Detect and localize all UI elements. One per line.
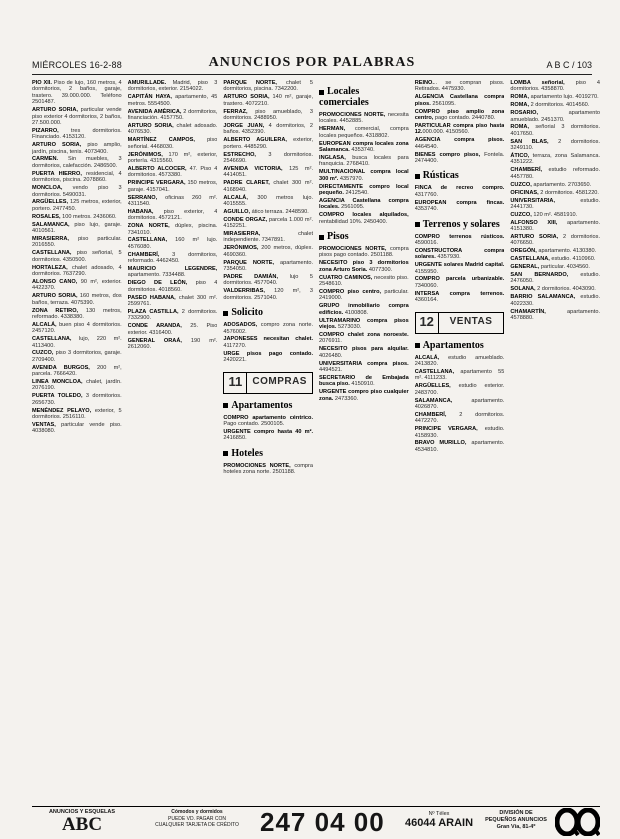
classified-ad: NECESITO piso 3 dormitorios zona Arturo Soria. 4077300. — [319, 260, 409, 273]
footer-middle-line1: Cómodos y dormidos — [171, 809, 223, 815]
classified-ad: INGLASA, busca locales para franquicia. 2768410. — [319, 154, 409, 168]
header-page-number: A B C / 103 — [546, 60, 592, 70]
classified-ad: ULTRAMARINO compra pisos viejos. 5273030. — [319, 317, 409, 330]
classified-ad: CUATRO CAMINOS, necesito piso. 2548610. — [319, 274, 409, 288]
classified-ad: JAPONESES necesitan chalet. 4117270. — [223, 336, 314, 349]
page-footer — [32, 806, 600, 837]
classified-ad: AVENIDA VICTORIA, 125 m². 4414051. — [223, 165, 313, 179]
classified-ad: ARGÜELLES, 125 metros, exterior, portero. 2477450. — [32, 199, 122, 212]
classified-ad: ALCALÁ, buen piso 4 dormitorios. 2457120. — [32, 321, 122, 335]
classified-ad: CHAMBERÍ, 3 dormitorios, reformado. 4462450. — [127, 251, 218, 265]
classified-ad: JERÓNIMOS, 170 m², exterior, portería. 4315560. — [127, 151, 218, 164]
column-1 — [32, 80, 122, 798]
classified-ad: JORGE JUAN, 4 dormitorios, 2 baños. 4352390. — [223, 122, 314, 136]
section-heading-text: Terrenos y solares — [422, 218, 500, 230]
classified-ad: ALCALÁ, estudio amueblado. 2413820. — [414, 354, 505, 367]
header-date: MIÉRCOLES 16-2-88 — [32, 60, 122, 70]
classified-ad: CASTELLANA, apartamento 55 m². 4111233. — [414, 368, 505, 382]
classified-ad: ROSARIO, apartamento amueblado. 2451370. — [510, 110, 601, 123]
classified-ad: PROMOCIONES NORTE, compra hoteles zona norte. 2501188. — [223, 462, 314, 476]
classified-ad: VALDERRIBAS, 120 m², 3 dormitorios. 2571040. — [223, 288, 314, 301]
footer-division-line1: DIVISIÓN DE — [499, 810, 533, 816]
classified-logo-icon — [555, 808, 600, 836]
classified-ad: ALBERTO AGUILERA, exterior, portero. 4485290. — [223, 137, 314, 150]
classified-ad: URGE pisos pago contado. 2420221. — [223, 350, 314, 364]
column-2 — [128, 80, 218, 798]
classified-ad: AMURILLADE. Madrid, piso 3 dormitorios, exterior. 2154022. — [127, 80, 218, 93]
classified-ad: PIZARRO, tres dormitorios. Financiado. 4153120. — [32, 127, 122, 141]
classified-ad: ARTURO SORIA, piso amplio, jardín, piscina, tenis. 4073400. — [32, 142, 122, 155]
classified-ad: COMPRO locales alquilados, rentabilidad 10%. 2450400. — [319, 212, 409, 225]
footer-middle-line2: PUEDE VD. PAGAR CON — [168, 815, 226, 822]
section-heading — [415, 340, 505, 351]
square-bullet-icon — [319, 235, 324, 240]
classified-ad: FERRAZ, piso amueblado, 3 dormitorios. 2488950. — [223, 108, 314, 122]
classified-ad: CARMEN. Sin muebles, 3 dormitorios, calefacción. 2486500. — [32, 156, 122, 169]
classified-ad: PUERTA TOLEDO, 3 dormitorios. 2656730. — [32, 393, 122, 406]
footer-payment-info — [142, 809, 252, 829]
classified-ad: INTERSA compra terrenos. 4360164. — [414, 290, 505, 304]
classified-ad: SOLANA, 2 dormitorios. 4043090. — [510, 286, 596, 293]
classified-ad: GRUPO inmobiliario compra edificios. 4100808. — [319, 303, 409, 316]
classified-ad: AGUILLO, ático terraza. 2448590. — [223, 208, 309, 215]
classified-ad: PROMOCIONES NORTE, necesita locales. 4452885. — [319, 112, 409, 125]
classified-ad: PARQUE NORTE, chalet 5 dormitorios, piscina. 7342200. — [223, 80, 314, 93]
classifieds-columns — [32, 80, 600, 798]
section-heading-text: Locales comerciales — [319, 86, 369, 108]
classified-ad: NECESITO pisos para alquilar. 4026480. — [319, 346, 409, 359]
footer-abc-brand: ABC — [61, 814, 103, 835]
classified-ad: PLAZA CASTILLA, 2 dormitorios. 7332900. — [127, 309, 218, 322]
column-3 — [223, 80, 313, 798]
classified-ad: BRAVO MURILLO, apartamento. 4534810. — [414, 440, 505, 453]
classified-ad: SERRANO, oficinas 260 m². 4311540. — [127, 194, 218, 207]
square-bullet-icon — [223, 403, 228, 408]
classified-ad: CAPITÁN HAYA, apartamento, 45 metros. 5554500. — [127, 94, 218, 107]
classified-ad: REINO... se compran pisos. Retirados. 4475930. — [414, 80, 505, 93]
classified-ad: GENERAL, particular. 4034560. — [510, 264, 590, 271]
classified-ad: URGENTE compro piso cualquier zona. 2473360. — [319, 389, 409, 402]
classified-ad: ROSALES, 100 metros. 2436060. — [32, 213, 117, 220]
section-heading-text: Rústicas — [422, 170, 459, 182]
classified-ad: COMPRO piso amplio zona centro, pago contado. 2440780. — [414, 108, 505, 122]
classified-ad: PIO XII. Piso de lujo, 160 metros, 4 dormitorios, 2 baños, garaje, trastero. 39.000.000. Teléfono 2501487. — [32, 80, 122, 106]
classified-ad: PUERTA HIERRO, residencial, 4 dormitorios, piscina. 2078860. — [32, 170, 122, 184]
classified-ad: OREGÓN, apartamento. 4130380. — [510, 248, 597, 255]
section-heading-text: Pisos — [327, 231, 349, 242]
classified-ad: CUZCO, 120 m². 4581910. — [510, 211, 578, 218]
classified-ad: EUROPEAN compra fincas. 4353740. — [414, 199, 505, 213]
classified-ad: SAN BERNARDO, estudio. 2476050. — [510, 272, 601, 285]
classified-ad: ARTURO SORIA, particular vende piso exterior 4 dormitorios, 2 baños, 27.500.000. — [32, 107, 122, 126]
classified-ad: MARTÍNEZ CAMPOS, piso señorial. 4468030. — [127, 137, 218, 150]
footer-telex — [404, 811, 474, 829]
classified-ad: SAN BLAS, 2 dormitorios. 3249110. — [510, 138, 601, 152]
classified-ad: MAURICIO LEGENDRE, apartamento. 7334488. — [127, 266, 218, 279]
classified-ad: LOMBA señorial, piso 4 dormitorios. 4358870. — [510, 80, 601, 93]
footer-division-line2: PEQUEÑOS ANUNCIOS — [485, 817, 547, 823]
square-bullet-icon — [415, 222, 420, 227]
footer-division — [480, 810, 552, 831]
category-number: 11 — [224, 373, 247, 393]
column-5 — [415, 80, 505, 798]
footer-middle-line3: CUALQUIER TARJETA DE CRÉDITO — [155, 822, 239, 828]
section-heading-text: Apartamentos — [422, 339, 484, 351]
footer-left-caption: ANUNCIOS Y ESQUELAS — [48, 809, 116, 815]
classified-ad: AGENCIA Castellana compra locales. 2561095. — [319, 197, 409, 211]
classified-ad: ARTURO SORIA, 160 metros, dos baños, terraza. 4075390. — [32, 293, 122, 306]
classified-ad: HORTALEZA, chalet adosado, 4 dormitorios. 7637290. — [32, 264, 122, 277]
section-heading — [223, 307, 313, 318]
classified-ad: ALGENCIA Castellana compra pisos. 2561095. — [414, 94, 505, 107]
classified-ad: CHAMBERÍ, 2 dormitorios. 4472270. — [414, 411, 505, 425]
footer-abc-block — [32, 809, 132, 835]
classified-ad: ZONA NORTE, dúplex, piscina. 7341010. — [127, 223, 218, 236]
classified-ad: ALBERTO ALCOCER, 47. Piso 4 dormitorios. 4573380. — [127, 165, 218, 179]
classified-ad: PARQUE NORTE, apartamento. 7354050. — [223, 259, 314, 273]
classified-ad: ARTURO SORIA, 2 dormitorios. 4076650. — [510, 234, 601, 247]
column-6 — [510, 80, 600, 798]
classified-ad: FINCA de recreo compro. 4317760. — [414, 185, 505, 198]
classified-ad: COMPRO chalet zona noroeste. 2076911. — [319, 331, 409, 345]
classified-ad: BIENES compro pisos, Fontela. 2474400. — [414, 151, 505, 164]
square-bullet-icon — [415, 174, 420, 179]
square-bullet-icon — [415, 343, 420, 348]
classified-ad: ÁTICO, terraza, zona Salamanca. 4351222. — [510, 153, 601, 166]
classified-ad: URGENTE solares Madrid capital. 4155950. — [414, 262, 505, 275]
classified-ad: ALFONSO XIII, apartamento. 4151380. — [510, 219, 601, 233]
classified-ad: PADRE CLARET, chalet 300 m². 4168940. — [223, 180, 314, 193]
section-heading — [223, 400, 313, 411]
page-header — [32, 52, 592, 75]
classified-ad: COMPRO parcela urbanizable. 7340060. — [414, 276, 505, 289]
classified-ad: ZONA RETIRO, 130 metros, reformado. 4338380. — [32, 307, 122, 320]
classified-ad: MULTINACIONAL compra local 300 m². 4357970. — [319, 169, 409, 182]
category-name: COMPRAS — [252, 376, 307, 388]
classified-ad: COMPRO apartamento céntrico. Pago contado. 2500105. — [223, 414, 314, 427]
section-heading-text: Apartamentos — [231, 399, 293, 411]
classified-ad: MENÉNDEZ PELAYO, exterior, 5 dormitorios. 2516110. — [32, 407, 122, 421]
section-heading-text: Hoteles — [231, 447, 263, 459]
category-box — [415, 312, 505, 334]
square-bullet-icon — [223, 451, 228, 456]
square-bullet-icon — [223, 311, 228, 316]
classified-ad: ALCALÁ, 300 metros lujo. 4015555. — [223, 194, 314, 207]
classified-ad: HABANA, piso exterior, 4 dormitorios. 4572121. — [127, 208, 218, 222]
footer-telex-label: Nº Télex — [428, 811, 450, 817]
classified-ad: CASTELLANA, 160 m² lujo. 4576080. — [127, 237, 218, 250]
classified-ad: BARRIO SALAMANCA, estudio. 4022330. — [510, 294, 601, 307]
category-name: VENTAS — [449, 316, 493, 328]
classified-ad: SECRETARIO de Embajada busca piso. 4150910. — [319, 374, 409, 388]
classified-ad: PADRE DAMIÁN, lujo 5 dormitorios. 4577040. — [223, 273, 313, 287]
section-heading — [223, 448, 313, 459]
classified-ad: CONDE ORGAZ, parcela 1.000 m². 4152251. — [223, 216, 314, 230]
classified-ad: PROMOCIONES NORTE, compra pisos pago contado. 2501188. — [319, 246, 409, 259]
category-number: 12 — [416, 313, 439, 333]
footer-phone-number: 247 04 00 — [260, 807, 385, 837]
classified-ad: SALAMANCA, piso lujo, garaje. 4010561. — [32, 221, 122, 235]
footer-division-line3: Gran Vía, 81-4º — [496, 824, 536, 830]
classified-ad: ADOSADOS, compro zona norte. 4576002. — [223, 322, 314, 335]
classified-ad: LINEA MONCLOA, chalet, jardín. 2076190. — [32, 379, 122, 392]
section-heading — [415, 170, 505, 181]
classified-ad: COMPRO piso centro, particular. 2419000. — [319, 288, 409, 302]
classified-ad: PARTICULAR compra piso hasta 12.000.000. 4150560. — [414, 122, 505, 136]
footer-telex-number: 46044 ARAIN — [404, 817, 474, 829]
classified-ad: JERÓNIMOS, 200 metros, dúplex. 4690360. — [223, 245, 314, 258]
classified-ad: ESTRECHO, 3 dormitorios. 2546690. — [223, 151, 314, 164]
classified-ad: ARTURO SORIA, chalet adosado. 4076530. — [127, 122, 218, 136]
classified-ad: PRINCIPE VERGARA, 150 metros, garaje. 4157041. — [127, 180, 218, 193]
classified-ad: ROMA, 2 dormitorios. 4014560. — [510, 102, 590, 109]
classified-ad: CONSTRUCTORA compra solares. 4357930. — [414, 247, 505, 261]
classified-ad: CONDE ARANDA, 25. Piso exterior. 4316400. — [127, 323, 218, 336]
classified-ad: CHAMBERÍ, estudio reformado. 4457780. — [510, 167, 601, 180]
header-title: ANUNCIOS POR PALABRAS — [208, 55, 416, 70]
section-heading — [319, 86, 409, 108]
section-heading — [415, 219, 505, 230]
classified-ad: EUROPEAN compra locales zona Salamanca. 4353740. — [319, 140, 409, 154]
classified-ad: CUZCO, piso 3 dormitorios, garaje. 2709400. — [32, 350, 122, 363]
classified-ad: AGENCIA compra pisos. 4464540. — [414, 137, 505, 150]
section-heading-text: Solicito — [231, 307, 264, 319]
classified-ad: CHAMARTÍN, apartamento. 4578880. — [510, 308, 601, 321]
classified-ad: DIEGO DE LEÓN, piso 4 dormitorios. 4018560. — [127, 280, 218, 293]
classified-ad: CASTELLANA, estudio. 4110960. — [510, 256, 596, 263]
classified-ad: UNIVERSITARIA compra pisos. 4494521. — [319, 360, 409, 373]
section-heading — [319, 231, 409, 242]
classified-ad: SALAMANCA, apartamento. 4026870. — [414, 397, 505, 410]
classified-ad: MIRASIERRA, chalet independiente. 7347891. — [223, 231, 314, 244]
classified-ad: CASTELLANA, piso señorial, 5 dormitorios. 4350500. — [32, 250, 122, 263]
classified-ad: COMPRO terrenos rústicos. 4590016. — [414, 233, 505, 246]
square-bullet-icon — [319, 90, 324, 95]
classified-ad: CUZCO, apartamento. 2703650. — [510, 181, 592, 188]
classified-ad: URGENTE compro hasta 40 m². 2416850. — [223, 428, 314, 442]
classified-ad: OFICINAS, 2 dormitorios. 4581220. — [510, 189, 599, 196]
classified-ad: ROMA, apartamento lujo. 4019270. — [510, 94, 599, 101]
classified-ad: ARGÜELLES, estudio exterior. 2483700. — [414, 383, 505, 396]
classified-ad: UNIVERSITARIA, estudio. 2441730. — [510, 197, 601, 210]
classified-ad: GENERAL ORAÁ, 190 m². 2612060. — [127, 337, 218, 351]
classified-ad: AVENIDA BURGOS, 200 m², parcela. 7666420. — [32, 364, 122, 378]
classified-ad: MIRASIERRA, piso particular. 2016550. — [32, 235, 122, 249]
classified-ad: MONCLOA, vendo piso 3 dormitorios. 5490031. — [32, 185, 122, 198]
classified-ad: HERMAN, comercial, compra locales pequeños. 4318802. — [319, 126, 409, 139]
classified-ad: CASTELLANA, lujo, 220 m². 4113400. — [32, 336, 122, 349]
classified-ad: PRINCIPE VERGARA, estudio. 4158930. — [414, 426, 505, 439]
classified-ad: DIRECTAMENTE compro local pequeño. 2412540. — [319, 183, 409, 196]
classified-ad: PASEO HABANA, chalet 300 m². 2599761. — [127, 294, 218, 308]
classified-ad: AVENIDA AMÉRICA, 2 dormitorios, financiación. 4157750. — [127, 108, 218, 122]
column-4 — [319, 80, 409, 798]
classified-ad: ROMA, señorial 3 dormitorios. 4017650. — [510, 124, 601, 137]
classified-ad: ARTURO SORIA, 140 m², garaje, trastero. 4072210. — [223, 94, 314, 107]
classified-ad: VENTAS, particular vende piso. 4038080. — [32, 422, 122, 435]
category-box — [223, 372, 313, 394]
classified-ad: ALONSO CANO, 90 m², exterior. 4422370. — [32, 278, 122, 292]
